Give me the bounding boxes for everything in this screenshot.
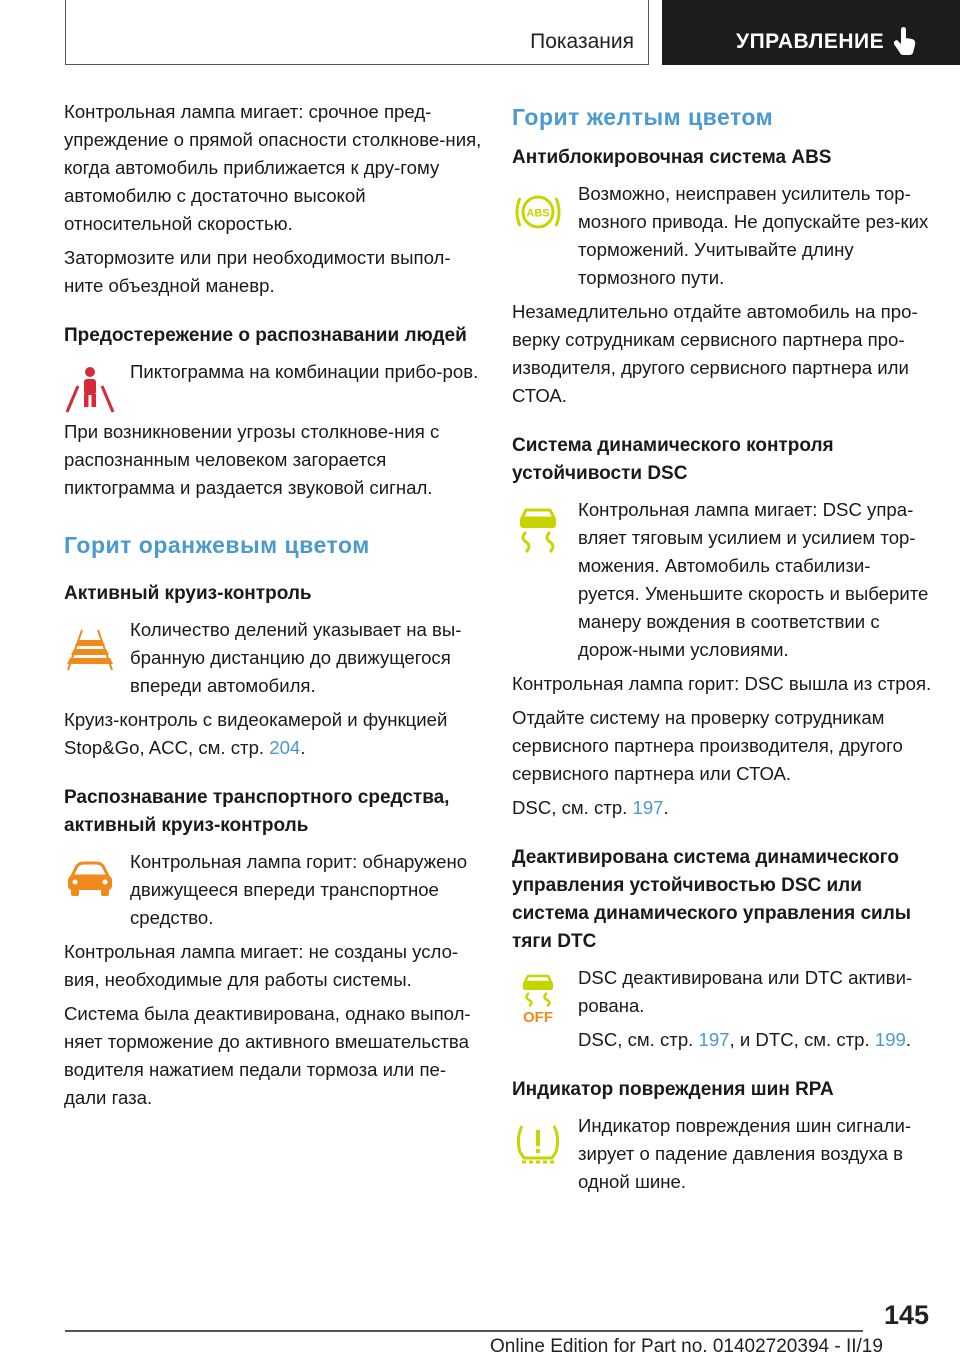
right-column (512, 98, 932, 1202)
footer-edition: Online Edition for Part no. 01402720394 - II/19 (490, 1336, 883, 1357)
dtc-ref-end: . (905, 1029, 912, 1050)
collision-action-text: Затормозите или при необходимости выпол-ните объездной маневр. (64, 247, 451, 296)
footer-divider (65, 1330, 863, 1332)
heading-dtc: Деактивирована система динамического управления устойчивостью DSC или система динамического управления силы тяги DTC (512, 847, 912, 952)
left-column (64, 98, 484, 1118)
dsc-off-icon (512, 972, 564, 1024)
rpa-block (512, 1112, 932, 1196)
dsc-text-1: Контрольная лампа мигает: DSC упра-вляет тяговым усилием и усилием тор-можения. Автомобиль стабилизи-руется. Уменьшите скорость и выберите манеру вождения в соответствии с дорож-ными условиями. (578, 499, 929, 660)
heading-orange: Горит оранжевым цветом (64, 532, 370, 558)
header-chapter-tab (662, 0, 960, 65)
hand-pointer-icon (892, 26, 918, 56)
person-warning-icon (64, 364, 116, 416)
heading-rpa: Индикатор повреждения шин RPA (512, 1079, 834, 1100)
acc-block (64, 616, 484, 700)
acc-ref-text: Круиз-контроль с видеокамерой и функцией Stop&Go, ACC, см. стр. (64, 709, 448, 758)
abs-icon-label: ABS (526, 207, 550, 220)
abs-block (512, 180, 932, 292)
vehicle-ahead-icon (64, 854, 116, 906)
dsc-text-3: Отдайте систему на проверку сотрудникам сервисного партнера производителя, другого сервисного партнера или СТОА. (512, 707, 903, 784)
person-warning-text-1: Пиктограмма на комбинации прибо-ров. (130, 361, 479, 382)
heading-dsc: Система динамического контроля устойчивости DSC (512, 435, 834, 484)
heading-person-warning: Предостережение о распознавании людей (64, 325, 467, 346)
abs-text-2: Незамедлительно отдайте автомобиль на про-верку сотрудникам сервисного партнера про-изводителя, другого сервисного партнера или СТОА. (512, 301, 918, 406)
vehicle-detection-text-1: Контрольная лампа горит: обнаружено движущееся впереди транспортное средство. (130, 851, 468, 928)
header-section-tab (65, 0, 649, 65)
heading-vehicle-detection: Распознавание транспортного средства, активный круиз-контроль (64, 787, 450, 836)
abs-warning-icon (512, 186, 564, 238)
header-section-title: Показания (530, 30, 634, 53)
dtc-page-link[interactable]: 199 (874, 1029, 906, 1050)
rpa-text-1: Индикатор повреждения шин сигнали-зирует о падение давления воздуха в одной шине. (578, 1115, 912, 1192)
page-number: 145 (884, 1300, 930, 1330)
distance-bars-icon (64, 622, 116, 674)
dtc-ref-text-a: DSC, см. стр. (578, 1029, 699, 1050)
abs-text-1: Возможно, неисправен усилитель тор-мозного привода. Не допускайте рез-ких торможений. Учитывайте длину тормозного пути. (578, 183, 929, 288)
dtc-ref-text-b: , и DTC, см. стр. (729, 1029, 875, 1050)
acc-page-link[interactable]: 204 (269, 737, 301, 758)
dsc-page-link[interactable]: 197 (632, 797, 664, 818)
acc-ref-end: . (300, 737, 306, 758)
heading-abs: Антиблокировочная система ABS (512, 147, 832, 168)
heading-acc: Активный круиз-контроль (64, 583, 312, 604)
acc-text-1: Количество делений указывает на вы-бранную дистанцию до движущегося впереди автомобиля. (130, 619, 462, 696)
collision-warning-text: Контрольная лампа мигает: срочное пред-упреждение о прямой опасности столкнове-ния, когда автомобиль приближается к дру-гому автомобилю с достаточно высокой относительной скоростью. (64, 101, 482, 234)
dsc-ref-text: DSC, см. стр. (512, 797, 633, 818)
heading-yellow: Горит желтым цветом (512, 104, 774, 130)
vehicle-detection-block (64, 848, 484, 932)
dsc-skid-icon (512, 502, 564, 554)
vehicle-detection-text-2: Контрольная лампа мигает: не созданы усло-вия, необходимые для работы системы. (64, 941, 459, 990)
acc-text-2 (64, 706, 484, 762)
dtc-block (512, 964, 932, 1054)
tire-pressure-icon (512, 1118, 564, 1170)
off-icon-label: OFF (523, 1009, 553, 1024)
dtc-text-2 (578, 1026, 932, 1054)
dsc-text-2: Контрольная лампа горит: DSC вышла из строя. (512, 673, 932, 694)
dsc-page-link-2[interactable]: 197 (698, 1029, 730, 1050)
vehicle-detection-text-3: Система была деактивирована, однако выпол-няет торможение до активного вмешательства водителя нажатием педали тормоза или пе-дали газа. (64, 1003, 471, 1108)
header-chapter-title: УПРАВЛЕНИЕ (736, 30, 885, 53)
dsc-text-4 (512, 794, 932, 822)
dsc-ref-end: . (663, 797, 669, 818)
person-warning-block (64, 358, 484, 418)
person-warning-text-2: При возникновении угрозы столкнове-ния с распознанным человеком загорается пиктограмма и раздается звуковой сигнал. (64, 421, 440, 498)
dsc-block (512, 496, 932, 664)
dtc-text-1: DSC деактивирована или DTC активи-рована. (578, 967, 913, 1016)
